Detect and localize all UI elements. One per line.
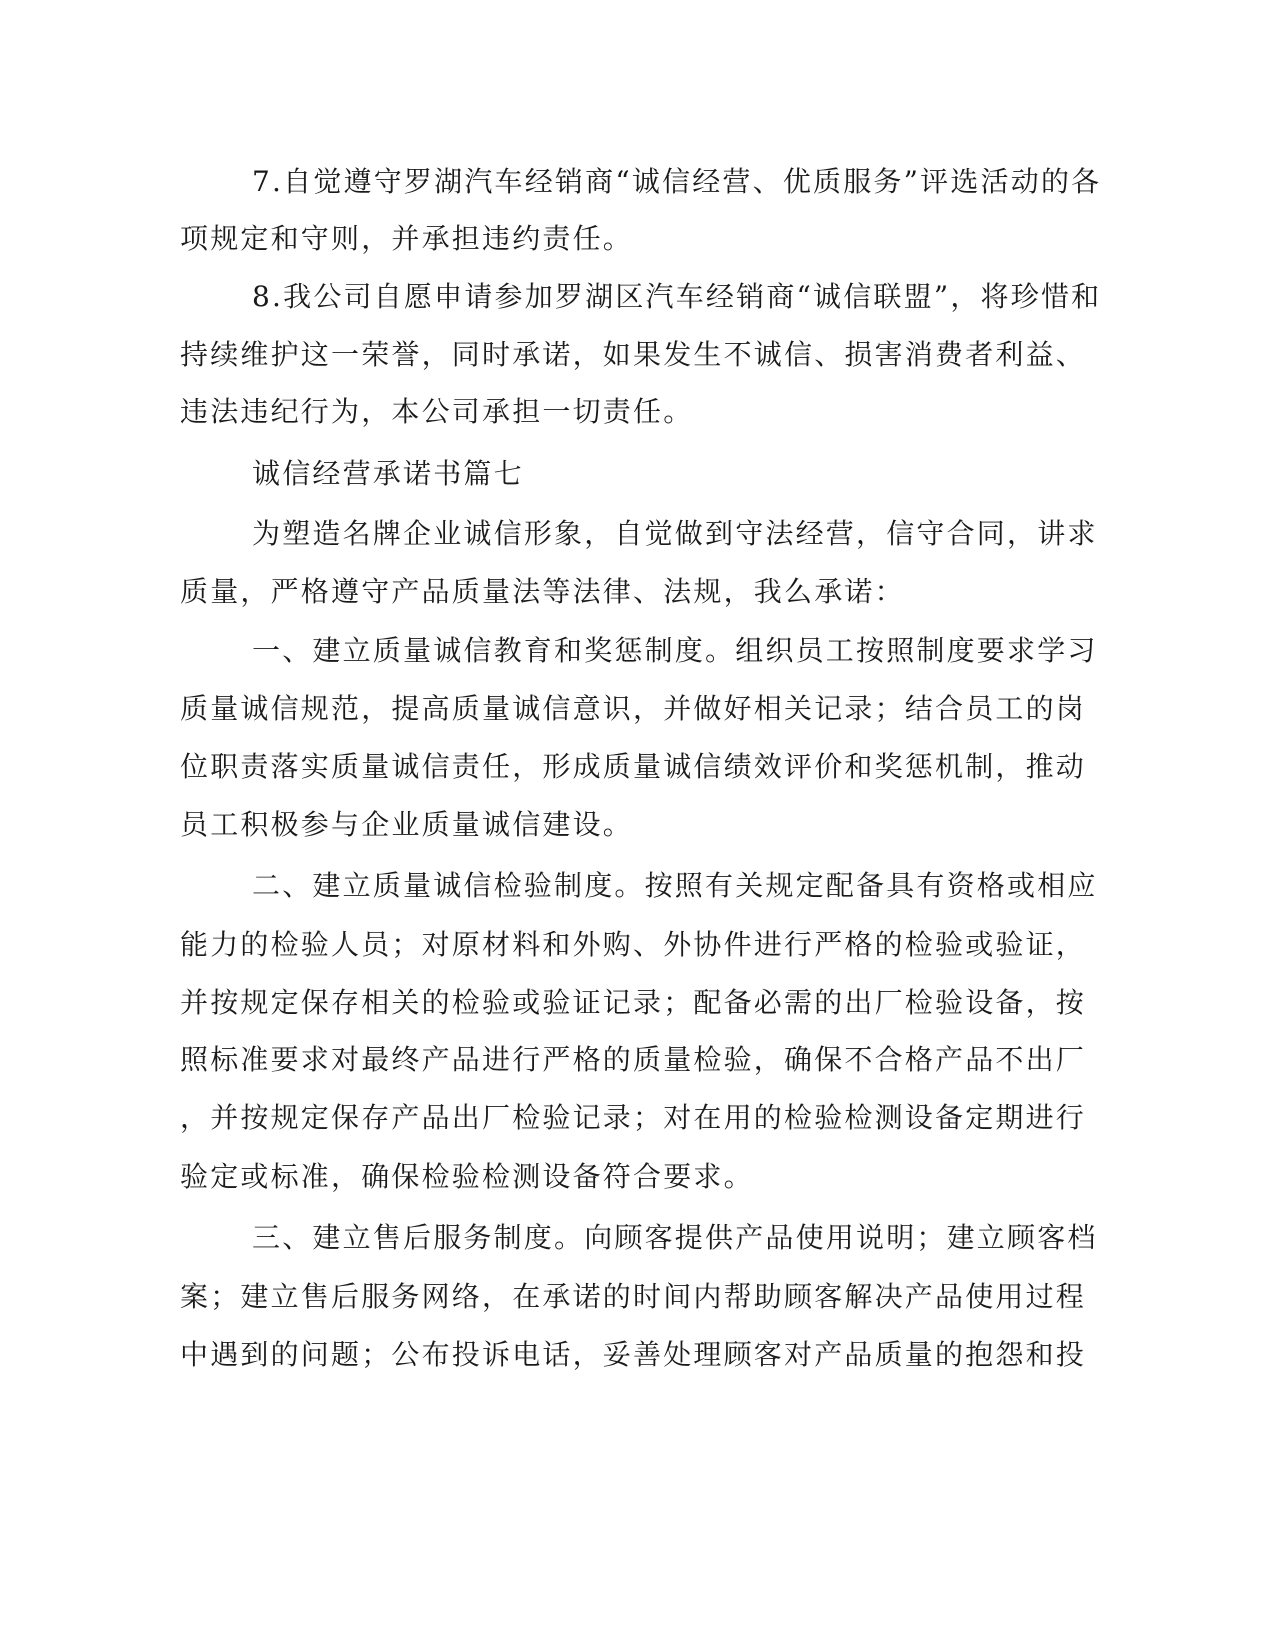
text-line: 8.我公司自愿申请参加罗湖区汽车经销商“诚信联盟”，将珍惜和 xyxy=(252,280,1102,313)
text-line: 位职责落实质量诚信责任，形成质量诚信绩效评价和奖惩机制，推动 xyxy=(180,750,1087,783)
text-line: 三、建立售后服务制度。向顾客提供产品使用说明；建立顾客档 xyxy=(252,1221,1098,1254)
text-line: 违法违纪行为，本公司承担一切责任。 xyxy=(180,395,694,428)
text-line: 案；建立售后服务网络，在承诺的时间内帮助顾客解决产品使用过程 xyxy=(180,1280,1087,1313)
text-line: 验定或标准，确保检验检测设备符合要求。 xyxy=(180,1160,754,1193)
text-line: 一、建立质量诚信教育和奖惩制度。组织员工按照制度要求学习 xyxy=(252,634,1098,667)
text-line: 照标准要求对最终产品进行严格的质量检验，确保不合格产品不出厂 xyxy=(180,1043,1087,1076)
text-line: 二、建立质量诚信检验制度。按照有关规定配备具有资格或相应 xyxy=(252,869,1098,902)
text-line: 并按规定保存相关的检验或验证记录；配备必需的出厂检验设备，按 xyxy=(180,986,1087,1019)
text-line: 质量诚信规范，提高质量诚信意识，并做好相关记录；结合员工的岗 xyxy=(180,692,1087,725)
text-line: 为塑造名牌企业诚信形象，自觉做到守法经营，信守合同，讲求 xyxy=(252,517,1098,550)
text-line: 质量，严格遵守产品质量法等法律、法规，我么承诺： xyxy=(180,575,905,608)
text-line: 持续维护这一荣誉，同时承诺，如果发生不诚信、损害消费者利益、 xyxy=(180,338,1087,371)
text-line: 项规定和守则，并承担违约责任。 xyxy=(180,222,634,255)
section-heading: 诚信经营承诺书篇七 xyxy=(252,457,524,490)
text-line: 员工积极参与企业质量诚信建设。 xyxy=(180,808,634,841)
text-line: ，并按规定保存产品出厂检验记录；对在用的检验检测设备定期进行 xyxy=(180,1101,1087,1134)
text-line: 能力的检验人员；对原材料和外购、外协件进行严格的检验或验证， xyxy=(180,928,1087,961)
text-line: 中遇到的问题；公布投诉电话，妥善处理顾客对产品质量的抱怨和投 xyxy=(180,1338,1087,1371)
text-line: 7.自觉遵守罗湖汽车经销商“诚信经营、优质服务”评选活动的各 xyxy=(252,165,1102,198)
